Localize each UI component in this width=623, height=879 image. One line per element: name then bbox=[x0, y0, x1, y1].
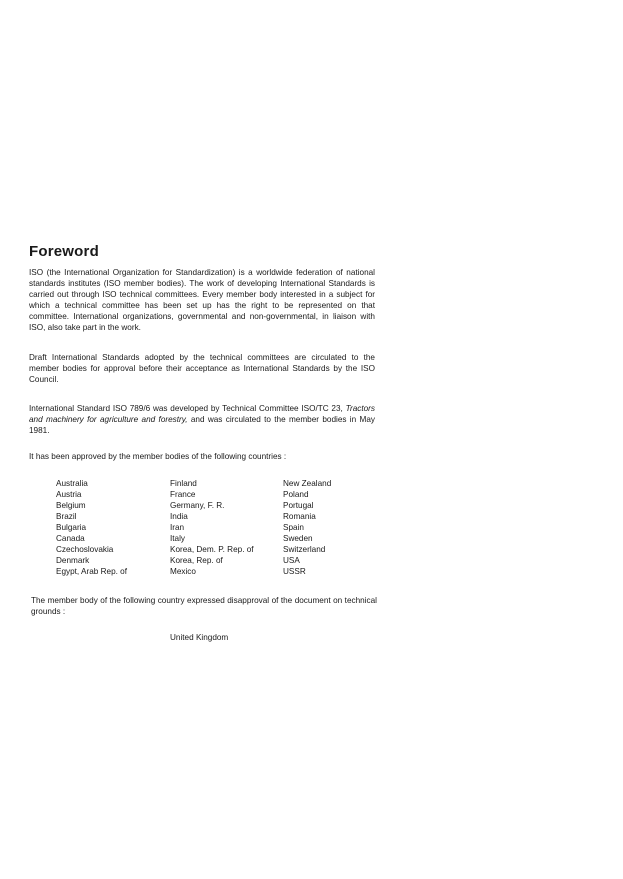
country-column-2 bbox=[170, 479, 280, 578]
country-item: France bbox=[170, 489, 196, 499]
country-item: Italy bbox=[170, 533, 186, 543]
country-item: Bulgaria bbox=[56, 522, 87, 532]
country-item: USA bbox=[283, 555, 300, 565]
paragraph-draft-standards: Draft International Standards adopted by the technical committees are circulated to the member bodies for approval before their acceptance as International Standards by the ISO Council. bbox=[29, 353, 375, 384]
country-item: Denmark bbox=[56, 555, 90, 565]
paragraph-approval: It has been approved by the member bodies of the following countries : bbox=[29, 452, 287, 461]
committee-title: Tractors and machinery for agriculture and forestry, bbox=[29, 404, 375, 424]
country-item: New Zealand bbox=[283, 479, 332, 488]
country-item: Spain bbox=[283, 522, 304, 532]
country-item: Poland bbox=[283, 489, 309, 499]
country-item: Australia bbox=[56, 479, 88, 488]
country-item: Canada bbox=[56, 533, 85, 543]
country-item: Germany, F. R. bbox=[170, 500, 225, 510]
country-item: Austria bbox=[56, 489, 82, 499]
country-item: Iran bbox=[170, 522, 185, 532]
paragraph-text: International Standard ISO 789/6 was developed by Technical Committee ISO/TC 23, bbox=[29, 404, 346, 413]
country-item: Switzerland bbox=[283, 544, 326, 554]
country-item: Belgium bbox=[56, 500, 86, 510]
paragraph-standard-development bbox=[29, 404, 375, 437]
paragraph-disapproval: The member body of the following country expressed disapproval of the document on technical grounds : bbox=[31, 596, 377, 616]
country-item: Sweden bbox=[283, 533, 313, 543]
country-item: Korea, Rep. of bbox=[170, 555, 223, 565]
page-title: Foreword bbox=[29, 243, 99, 260]
country-item: Portugal bbox=[283, 500, 314, 510]
country-item: India bbox=[170, 511, 188, 521]
paragraph-iso-intro: ISO (the International Organization for Standardization) is a worldwide federation of national standards institutes (ISO member bodies). The work of developing International Standards is carried out through ISO technical committees. Every member body interested in a subject for which a technical committee has been set up has the right to be represented on that committee. International organizations, governmental and non-governmental, in liaison with ISO, also take part in the work. bbox=[29, 268, 375, 332]
country-item: Czechoslovakia bbox=[56, 544, 114, 554]
country-item: Egypt, Arab Rep. of bbox=[56, 566, 128, 576]
country-item: Brazil bbox=[56, 511, 77, 521]
country-column-1 bbox=[56, 479, 166, 578]
country-item: Finland bbox=[170, 479, 197, 488]
country-item: Korea, Dem. P. Rep. of bbox=[170, 544, 254, 554]
country-item: USSR bbox=[283, 566, 306, 576]
disapproval-country: United Kingdom bbox=[170, 633, 229, 642]
paragraph-text: and was circulated to the member bodies in May 1981. bbox=[29, 414, 375, 435]
country-column-3 bbox=[283, 479, 393, 578]
country-item: Mexico bbox=[170, 566, 196, 576]
country-item: Romania bbox=[283, 511, 316, 521]
